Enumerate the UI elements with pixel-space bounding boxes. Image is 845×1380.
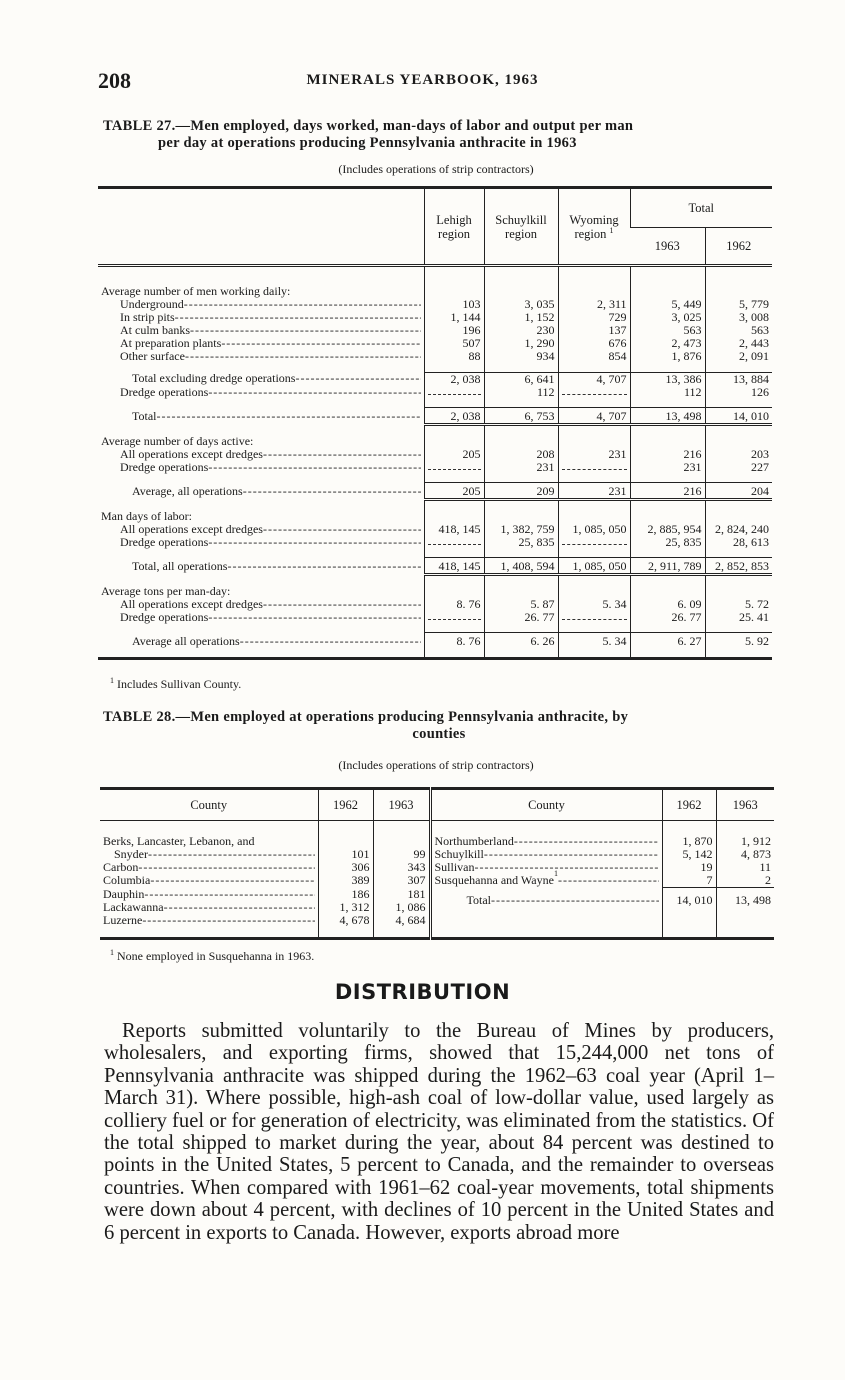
col-total-1962: 1962 <box>705 228 772 266</box>
cell: 231 <box>630 461 705 474</box>
cell: 854 <box>558 350 630 363</box>
county-name: Northumberland <box>434 834 514 848</box>
cell: 126 <box>705 386 772 399</box>
row-label: Average all operations <box>132 633 240 648</box>
table28-caption <box>103 709 775 743</box>
county-name: Schuylkill <box>434 847 484 861</box>
cell: 6, 641 <box>484 372 558 386</box>
county-name: Total <box>466 893 491 907</box>
cell: 204 <box>705 483 772 500</box>
cell: 563 <box>630 324 705 337</box>
cell: 934 <box>484 350 558 363</box>
col-1963-right: 1963 <box>716 789 774 821</box>
cell: 181 <box>373 888 430 901</box>
cell: 103 <box>424 298 484 311</box>
cell: 1, 085, 050 <box>558 558 630 575</box>
table28-caption-line2: counties <box>412 726 466 742</box>
table-row <box>98 633 772 659</box>
group-label: Average tons per man-day: <box>101 583 231 598</box>
cell: 2, 911, 789 <box>630 558 705 575</box>
cell: 5. 72 <box>705 598 772 611</box>
cell: 101 <box>318 848 373 861</box>
cell: 2, 473 <box>630 337 705 350</box>
cell: 5, 779 <box>705 298 772 311</box>
footnote-text: Includes Sullivan County. <box>117 677 242 691</box>
cell: 2 <box>716 874 774 888</box>
col-1962-right: 1962 <box>662 789 716 821</box>
cell: 418, 145 <box>424 523 484 536</box>
cell: 216 <box>630 448 705 461</box>
table28 <box>100 787 774 940</box>
row-label: All operations except dredges <box>120 521 263 536</box>
cell: 676 <box>558 337 630 350</box>
table-row <box>98 311 772 324</box>
cell: 1, 152 <box>484 311 558 324</box>
county-name: Carbon <box>103 860 139 874</box>
cell: 25, 835 <box>630 536 705 549</box>
cell: 25. 41 <box>705 611 772 624</box>
table-row <box>98 298 772 311</box>
cell: 1, 912 <box>716 835 774 848</box>
running-head: MINERALS YEARBOOK, 1963 <box>306 72 539 88</box>
table-row <box>98 408 772 425</box>
row-label: Dredge operations <box>120 609 209 624</box>
table27-subtitle: (Includes operations of strip contractors) <box>338 162 534 176</box>
table-row <box>98 523 772 536</box>
cell: 6. 27 <box>630 633 705 659</box>
row-label: Other surface <box>120 349 185 363</box>
col-1963-left: 1963 <box>373 789 430 821</box>
cell: 13, 386 <box>630 372 705 386</box>
cell: 88 <box>424 350 484 363</box>
cell: 1, 876 <box>630 350 705 363</box>
cell: 99 <box>373 848 430 861</box>
cell: 507 <box>424 337 484 350</box>
cell: 2, 885, 954 <box>630 523 705 536</box>
table-row <box>98 386 772 399</box>
cell: 205 <box>424 483 484 500</box>
cell: 1, 408, 594 <box>484 558 558 575</box>
cell: 209 <box>484 483 558 500</box>
group-label: Man days of labor: <box>101 508 192 523</box>
cell: 205 <box>424 448 484 461</box>
table-row <box>98 598 772 611</box>
cell: 216 <box>630 483 705 500</box>
cell: 8. 76 <box>424 633 484 659</box>
row-label: Underground <box>120 297 184 311</box>
cell: 5. 87 <box>484 598 558 611</box>
county-name: Sullivan <box>434 860 475 874</box>
cell: 2, 091 <box>705 350 772 363</box>
cell: 1, 870 <box>662 835 716 848</box>
col-county-left: County <box>100 789 318 821</box>
cell: 307 <box>373 874 430 888</box>
table-row <box>100 888 774 901</box>
row-label: Dredge operations <box>120 459 209 474</box>
footnote-mark: 1 <box>553 869 558 878</box>
group-days-active <box>98 433 772 448</box>
cell: 112 <box>484 386 558 399</box>
table-row <box>98 558 772 575</box>
cell: 28, 613 <box>705 536 772 549</box>
table-row <box>98 372 772 386</box>
cell: 563 <box>705 324 772 337</box>
cell: 418, 145 <box>424 558 484 575</box>
cell: 137 <box>558 324 630 337</box>
cell: 389 <box>318 874 373 888</box>
cell: 2, 852, 853 <box>705 558 772 575</box>
cell: 4, 873 <box>716 848 774 861</box>
cell: 2, 038 <box>424 408 484 425</box>
col-total: Total <box>630 188 772 228</box>
group-tons-per-man-day <box>98 583 772 598</box>
table-row <box>98 461 772 474</box>
table-row <box>98 536 772 549</box>
col-county-right: County <box>430 789 662 821</box>
group-label: Average number of men working daily: <box>101 284 291 298</box>
cell: 19 <box>662 861 716 874</box>
table-row <box>98 448 772 461</box>
county-name: Lackawanna <box>103 899 164 914</box>
cell: 5. 34 <box>558 598 630 611</box>
cell: 231 <box>558 483 630 500</box>
county-name: Dauphin <box>103 886 145 901</box>
row-label: At preparation plants <box>120 336 222 350</box>
cell: 1, 086 <box>373 901 430 914</box>
col-wyoming <box>558 188 630 266</box>
row-label: Average, all operations <box>132 483 243 498</box>
cell: 2, 311 <box>558 298 630 311</box>
group-man-days <box>98 508 772 523</box>
table-row <box>98 350 772 363</box>
group-label: Average number of days active: <box>101 433 254 448</box>
table27-caption <box>103 118 775 152</box>
table-row <box>100 874 774 888</box>
cell: 5. 34 <box>558 633 630 659</box>
cell: 11 <box>716 861 774 874</box>
cell: 5, 142 <box>662 848 716 861</box>
group-men-working <box>98 283 772 298</box>
cell: 112 <box>630 386 705 399</box>
footnote-mark: 1 <box>110 676 114 685</box>
table27 <box>98 186 772 660</box>
section-heading: DISTRIBUTION <box>334 980 511 1004</box>
cell: 4, 707 <box>558 372 630 386</box>
table27-footnote <box>110 677 241 692</box>
cell: 3, 025 <box>630 311 705 324</box>
cell: 4, 684 <box>373 914 430 939</box>
col-wyoming-note: 1 <box>609 225 614 235</box>
table28-subtitle: (Includes operations of strip contractors) <box>338 758 534 772</box>
col-lehigh: Lehigh region <box>424 188 484 266</box>
cell: 2, 038 <box>424 372 484 386</box>
table-row <box>98 483 772 500</box>
cell: 26. 77 <box>484 611 558 624</box>
cell: 4, 707 <box>558 408 630 425</box>
col-1962-left: 1962 <box>318 789 373 821</box>
cell: 1, 144 <box>424 311 484 324</box>
cell: 13, 884 <box>705 372 772 386</box>
cell: 196 <box>424 324 484 337</box>
cell: 14, 010 <box>705 408 772 425</box>
cell: 306 <box>318 861 373 874</box>
row-label: All operations except dredges <box>120 596 263 611</box>
table-row <box>98 337 772 350</box>
cell: 203 <box>705 448 772 461</box>
cell: 231 <box>558 448 630 461</box>
table28-footnote <box>110 949 314 964</box>
cell: 3, 008 <box>705 311 772 324</box>
cell: 2, 824, 240 <box>705 523 772 536</box>
cell: 230 <box>484 324 558 337</box>
cell: 186 <box>318 888 373 901</box>
table28-caption-line1: TABLE 28.—Men employed at operations producing Pennsylvania anthracite, by <box>103 709 629 725</box>
row-label: Total <box>132 408 157 423</box>
county-name: Berks, Lancaster, Lebanon, and <box>103 834 255 848</box>
county-name: Luzerne <box>103 912 143 927</box>
cell: 1, 290 <box>484 337 558 350</box>
page-number: 208 <box>98 68 131 93</box>
cell: 1, 382, 759 <box>484 523 558 536</box>
row-label: Total, all operations <box>132 558 228 573</box>
stub-header <box>98 188 424 266</box>
cell: 5, 449 <box>630 298 705 311</box>
cell: 4, 678 <box>318 914 373 939</box>
cell: 227 <box>705 461 772 474</box>
cell: 5. 92 <box>705 633 772 659</box>
cell: 7 <box>662 874 716 888</box>
county-name: Snyder <box>114 847 148 861</box>
table-row <box>98 611 772 624</box>
table-row <box>100 914 774 939</box>
col-wyoming-label: Wyoming region <box>569 212 619 241</box>
cell: 14, 010 <box>662 888 716 914</box>
cell: 343 <box>373 861 430 874</box>
footnote-mark: 1 <box>110 948 114 957</box>
row-label: In strip pits <box>120 310 175 324</box>
cell: 729 <box>558 311 630 324</box>
col-total-1963: 1963 <box>630 228 705 266</box>
cell: 1, 085, 050 <box>558 523 630 536</box>
table27-caption-line1: TABLE 27.—Men employed, days worked, man-days of labor and output per man <box>103 118 634 134</box>
row-label: At culm banks <box>120 323 190 337</box>
footnote-text: None employed in Susquehanna in 1963. <box>117 949 315 963</box>
row-label: Dredge operations <box>120 534 209 549</box>
body-paragraph: Reports submitted voluntarily to the Bureau of Mines by producers, wholesalers, and exporting firms, showed that 15,244,000 net tons of Pennsylvania anthracite was shipped during the 1962–63 coal year (April 1–March 31). Where possible, high-ash coal of low-dollar value, used largely as colliery fuel or for generation of electricity, was eliminated from the statistics. Of the total shipped to market during the year, about 84 percent was destined to points in the United States, 5 percent to Canada, and the remainder to overseas countries. When compared with 1961–62 coal-year movements, total shipments were down about 4 percent, with declines of 10 percent in the United States and 6 percent in exports to Canada. However, exports abroad more <box>104 1020 775 1244</box>
row-label: All operations except dredges <box>120 446 263 461</box>
cell: 2, 443 <box>705 337 772 350</box>
cell: 1, 312 <box>318 901 373 914</box>
county-name: Susquehanna and Wayne <box>434 873 554 887</box>
cell: 6, 753 <box>484 408 558 425</box>
cell: 6. 09 <box>630 598 705 611</box>
cell: 208 <box>484 448 558 461</box>
county-name: Columbia <box>103 873 151 887</box>
cell: 13, 498 <box>630 408 705 425</box>
cell: 8. 76 <box>424 598 484 611</box>
cell: 13, 498 <box>716 888 774 914</box>
table27-caption-line2: per day at operations producing Pennsylvania anthracite in 1963 <box>158 135 577 151</box>
cell: 6. 26 <box>484 633 558 659</box>
cell: 26. 77 <box>630 611 705 624</box>
cell: 231 <box>484 461 558 474</box>
cell: 3, 035 <box>484 298 558 311</box>
row-label: Dredge operations <box>120 384 209 399</box>
col-schuylkill: Schuylkill region <box>484 188 558 266</box>
row-label: Total excluding dredge operations <box>132 371 296 385</box>
cell: 25, 835 <box>484 536 558 549</box>
